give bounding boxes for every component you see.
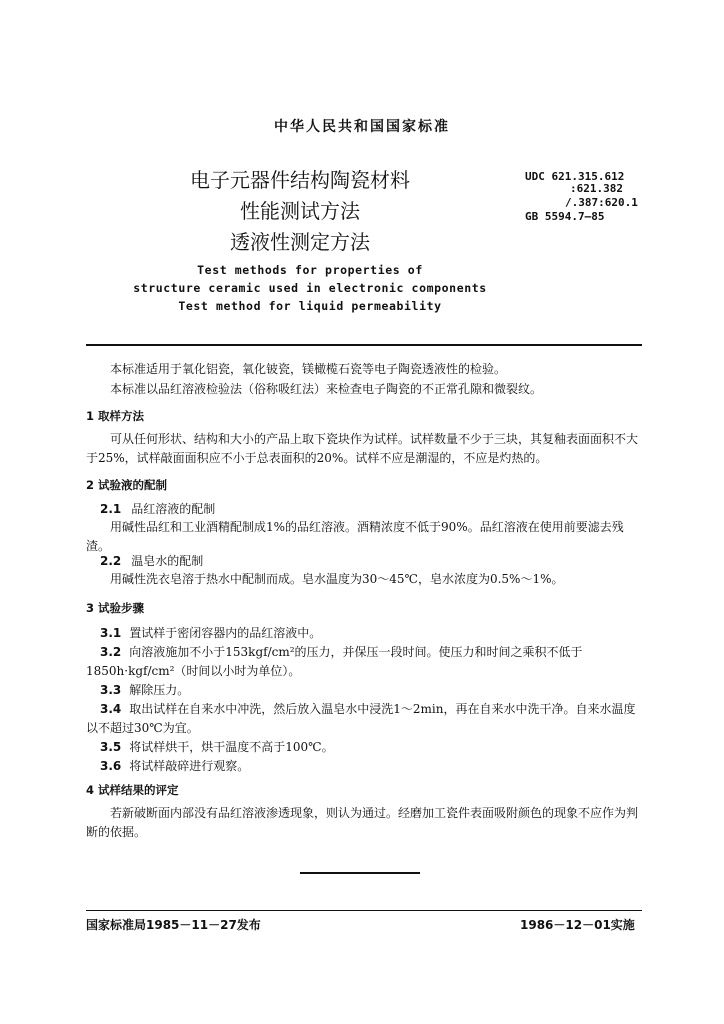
subsection-2-1-text: 用碱性品红和工业酒精配制成1%的品红溶液。酒精浓度不低于90%。品红溶液在使用前要滤去残渣。	[86, 520, 624, 553]
subsection-2-1-heading	[100, 500, 215, 517]
step-3-2-text: 向溶液施加不小于153kgf/cm²的压力，并保压一段时间。使压力和时间之乘积不低于1850h·kgf/cm²（时间以小时为单位）。	[86, 645, 583, 678]
step-3-5-text: 将试样烘干，烘干温度不高于100℃。	[129, 740, 334, 754]
subsection-2-2-title: 温皂水的配制	[131, 554, 204, 568]
section-3-heading: 3 试验步骤	[86, 601, 145, 615]
step-3-2-number: 3.2	[100, 645, 122, 659]
gb-number: GB 5594.7—85	[525, 210, 605, 223]
step-3-6-text: 将试样敲碎进行观察。	[129, 759, 250, 773]
step-3-1	[86, 624, 642, 643]
section-2-heading: 2 试验液的配制	[86, 478, 168, 492]
issue-date: 国家标准局1985－11－27发布	[86, 918, 261, 932]
step-3-2	[86, 643, 642, 681]
step-3-3-text: 解除压力。	[129, 683, 190, 697]
step-3-1-number: 3.1	[100, 626, 122, 640]
subsection-2-2-heading	[100, 552, 203, 569]
standard-header: 中华人民共和国国家标准	[274, 119, 450, 135]
section-1-text: 可从任何形状、结构和大小的产品上取下瓷块作为试样。试样数量不少于三块，其复釉表面面积不大于25%，试样敲面面积应不小于总表面积的20%。试样不应是潮湿的，不应是灼热的。	[86, 432, 639, 465]
step-3-6-number: 3.6	[100, 759, 122, 773]
step-3-3-number: 3.3	[100, 683, 122, 697]
section-4-heading: 4 试样结果的评定	[86, 783, 179, 797]
subsection-2-2-text: 用碱性洗衣皂溶于热水中配制而成。皂水温度为30～45℃，皂水浓度为0.5%～1%。	[110, 572, 564, 586]
step-3-4-number: 3.4	[100, 702, 122, 716]
step-3-5-number: 3.5	[100, 740, 122, 754]
title-line-1: 电子元器件结构陶瓷材料	[190, 168, 410, 192]
step-3-4-text: 取出试样在自来水中冲洗，然后放入温皂水中浸洗1～2min，再在自来水中洗干净。自来水温度以不超过30℃为宜。	[86, 702, 636, 735]
udc-code-3: /.387:620.1	[565, 196, 638, 209]
footer-rule	[86, 910, 642, 911]
step-3-1-text: 置试样于密闭容器内的品红溶液中。	[129, 626, 322, 640]
title-line-3: 透液性测定方法	[230, 230, 370, 254]
section-1-heading: 1 取样方法	[86, 409, 145, 423]
end-rule	[300, 872, 420, 874]
step-3-6	[86, 757, 642, 776]
english-title-3: Test method for liquid permeability	[178, 299, 442, 313]
effective-date: 1986－12－01实施	[520, 918, 635, 932]
udc-code-2: :621.382	[570, 182, 623, 195]
step-3-5	[86, 738, 642, 757]
subsection-2-2-number: 2.2	[100, 554, 122, 568]
subsection-2-1-title: 品红溶液的配制	[131, 502, 216, 516]
step-3-3	[86, 681, 642, 700]
title-line-2: 性能测试方法	[240, 199, 360, 223]
section-4-text: 若新破断面内部没有品红溶液渗透现象，则认为通过。经磨加工瓷件表面吸附颜色的现象不应作为判断的依据。	[86, 806, 639, 839]
english-title-1: Test methods for properties of	[197, 263, 423, 277]
intro-paragraph-2: 本标准以品红溶液检验法（俗称吸红法）来检查电子陶瓷的不正常孔隙和微裂纹。	[110, 382, 543, 396]
udc-code: UDC 621.315.612	[525, 170, 625, 183]
step-3-4	[86, 700, 642, 738]
english-title-2: structure ceramic used in electronic components	[133, 281, 487, 295]
intro-paragraph-1: 本标准适用于氧化铝瓷，氧化铍瓷，镁橄榄石瓷等电子陶瓷透液性的检验。	[110, 362, 507, 376]
top-rule	[86, 344, 642, 346]
subsection-2-1-number: 2.1	[100, 502, 122, 516]
